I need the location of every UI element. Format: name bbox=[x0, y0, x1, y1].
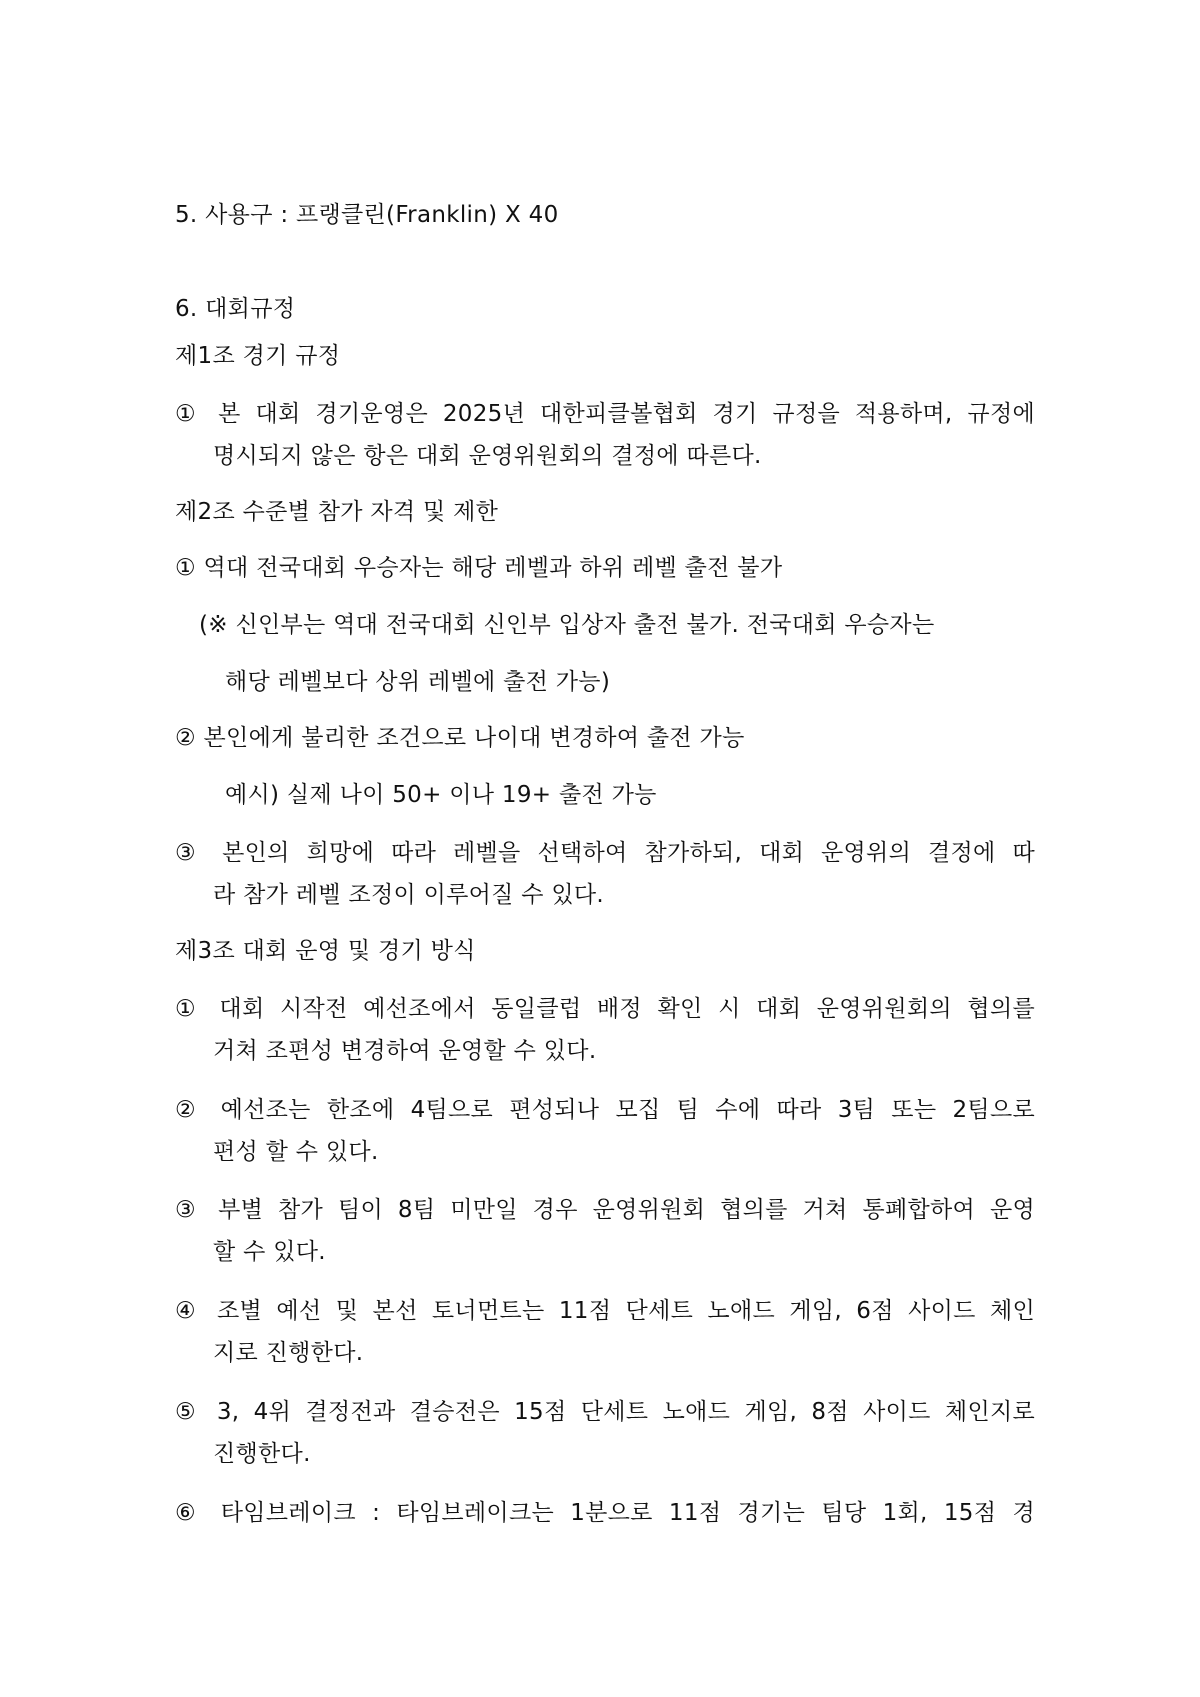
article-3-item-5-line-1: ⑤ 3, 4위 결정전과 결승전은 15점 단세트 노애드 게임, 8점 사이드 체인지로 bbox=[175, 1399, 1035, 1425]
article-3-title: 제3조 대회 운영 및 경기 방식 bbox=[175, 938, 476, 964]
article-3-item-4-line-2: 지로 진행한다. bbox=[213, 1340, 364, 1366]
article-3-item-4-line-1: ④ 조별 예선 및 본선 토너먼트는 11점 단세트 노애드 게임, 6점 사이드 체인 bbox=[175, 1298, 1035, 1324]
article-3-item-1-line-2: 거쳐 조편성 변경하여 운영할 수 있다. bbox=[213, 1038, 597, 1064]
article-3-item-2-line-2: 편성 할 수 있다. bbox=[213, 1139, 379, 1165]
article-1-item-1-line-2: 명시되지 않은 항은 대회 운영위원회의 결정에 따른다. bbox=[213, 443, 762, 469]
article-1-item-1-line-1: ① 본 대회 경기운영은 2025년 대한피클볼협회 경기 규정을 적용하며, 규정에 bbox=[175, 401, 1035, 427]
section-5-heading: 5. 사용구 : 프랭클린(Franklin) X 40 bbox=[175, 202, 559, 228]
article-2-item-3-line-1: ③ 본인의 희망에 따라 레벨을 선택하여 참가하되, 대회 운영위의 결정에 따 bbox=[175, 840, 1035, 866]
article-2-item-2-example: 예시) 실제 나이 50+ 이나 19+ 출전 가능 bbox=[225, 782, 657, 808]
article-3-item-3-line-2: 할 수 있다. bbox=[213, 1239, 326, 1265]
article-3-item-5-line-2: 진행한다. bbox=[213, 1441, 311, 1467]
article-3-item-3-line-1: ③ 부별 참가 팀이 8팀 미만일 경우 운영위원회 협의를 거쳐 통폐합하여 운영 bbox=[175, 1197, 1035, 1223]
article-3-item-2-line-1: ② 예선조는 한조에 4팀으로 편성되나 모집 팀 수에 따라 3팀 또는 2팀으로 bbox=[175, 1097, 1035, 1123]
article-2-title: 제2조 수준별 참가 자격 및 제한 bbox=[175, 499, 499, 525]
article-3-item-1-line-1: ① 대회 시작전 예선조에서 동일클럽 배정 확인 시 대회 운영위원회의 협의를 bbox=[175, 996, 1035, 1022]
article-2-item-1-note-line-2: 해당 레벨보다 상위 레벨에 출전 가능) bbox=[225, 669, 611, 695]
article-1-title: 제1조 경기 규정 bbox=[175, 343, 341, 369]
article-2-item-1-note-line-1: (※ 신인부는 역대 전국대회 신인부 입상자 출전 불가. 전국대회 우승자는 bbox=[199, 612, 935, 638]
section-6-heading: 6. 대회규정 bbox=[175, 296, 296, 322]
article-2-item-2-line-1: ② 본인에게 불리한 조건으로 나이대 변경하여 출전 가능 bbox=[175, 725, 745, 751]
article-2-item-3-line-2: 라 참가 레벨 조정이 이루어질 수 있다. bbox=[213, 882, 605, 908]
article-3-item-6-line-1: ⑥ 타임브레이크 : 타임브레이크는 1분으로 11점 경기는 팀당 1회, 15점 경 bbox=[175, 1500, 1035, 1526]
article-2-item-1-line-1: ① 역대 전국대회 우승자는 해당 레벨과 하위 레벨 출전 불가 bbox=[175, 555, 783, 581]
